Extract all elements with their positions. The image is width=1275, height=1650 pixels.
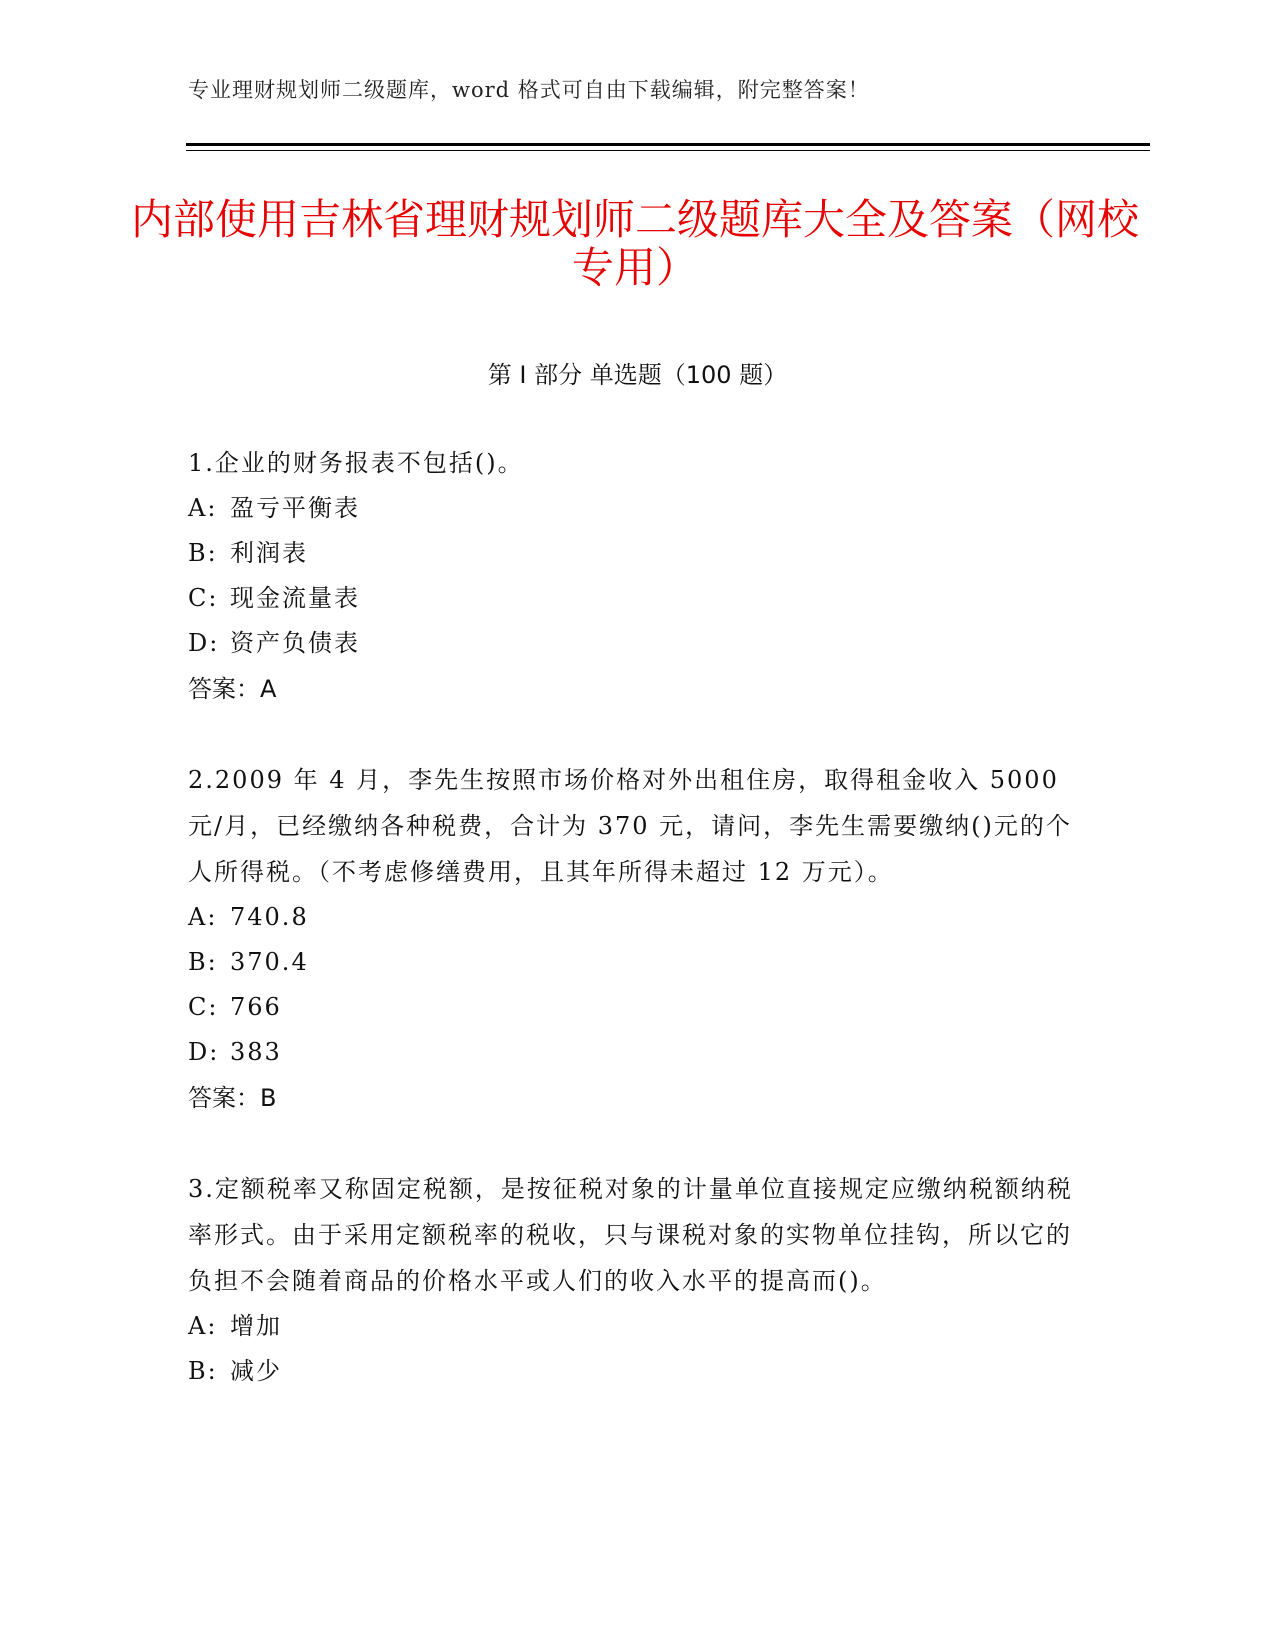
option-letter: D: <box>188 1038 220 1066</box>
question-stem: 1.企业的财务报表不包括()。 <box>188 449 524 477</box>
option-c <box>188 985 1088 1030</box>
option-b <box>188 1349 1088 1394</box>
option-b <box>188 940 1088 985</box>
option-letter: D: <box>188 629 220 657</box>
section-heading: 第 I 部分 单选题（100 题） <box>487 361 788 389</box>
option-text: 盈亏平衡表 <box>230 494 360 522</box>
question-stem: 2.2009 年 4 月，李先生按照市场价格对外出租住房，取得租金收入 5000 元/月，已经缴纳各种税费，合计为 370 元，请问，李先生需要缴纳()元的个人所得税。（不考虑修缮费用，且其年所得未超过 12 万元）。 <box>188 766 1072 886</box>
option-text: 减少 <box>230 1357 282 1385</box>
option-text: 766 <box>230 993 282 1021</box>
header-rule-thick <box>186 143 1150 146</box>
option-letter: B: <box>188 539 218 567</box>
option-letter: A: <box>188 1312 218 1340</box>
option-letter: C: <box>188 993 219 1021</box>
option-text: 增加 <box>230 1312 282 1340</box>
option-letter: C: <box>188 584 219 612</box>
option-d <box>188 1030 1088 1075</box>
document-title: 内部使用吉林省理财规划师二级题库大全及答案（网校专用） <box>130 195 1139 292</box>
option-letter: B: <box>188 1357 218 1385</box>
option-letter: A: <box>188 903 218 931</box>
answer-line: 答案：B <box>188 1084 277 1112</box>
header-rule-thin <box>186 150 1150 151</box>
option-text: 现金流量表 <box>230 584 360 612</box>
option-letter: B: <box>188 948 218 976</box>
option-a <box>188 1304 1088 1349</box>
question-stem: 3.定额税率又称固定税额，是按征税对象的计量单位直接规定应缴纳税额纳税率形式。由于采用定额税率的税收，只与课税对象的实物单位挂钩，所以它的负担不会随着商品的价格水平或人们的收入水平的提高而()。 <box>188 1175 1073 1295</box>
option-text: 资产负债表 <box>230 629 360 657</box>
option-text: 383 <box>230 1038 282 1066</box>
option-text: 740.8 <box>230 903 309 931</box>
option-letter: A: <box>188 494 218 522</box>
question-list <box>188 440 1088 1439</box>
option-b <box>188 531 1088 576</box>
header-note: 专业理财规划师二级题库，word 格式可自由下载编辑，附完整答案！ <box>188 78 870 102</box>
option-text: 370.4 <box>230 948 309 976</box>
option-a <box>188 486 1088 531</box>
answer-line: 答案：A <box>188 675 277 703</box>
option-d <box>188 621 1088 666</box>
question-3 <box>188 1166 1088 1394</box>
question-1 <box>188 440 1088 712</box>
question-2 <box>188 757 1088 1121</box>
option-text: 利润表 <box>230 539 308 567</box>
option-a <box>188 895 1088 940</box>
option-c <box>188 576 1088 621</box>
